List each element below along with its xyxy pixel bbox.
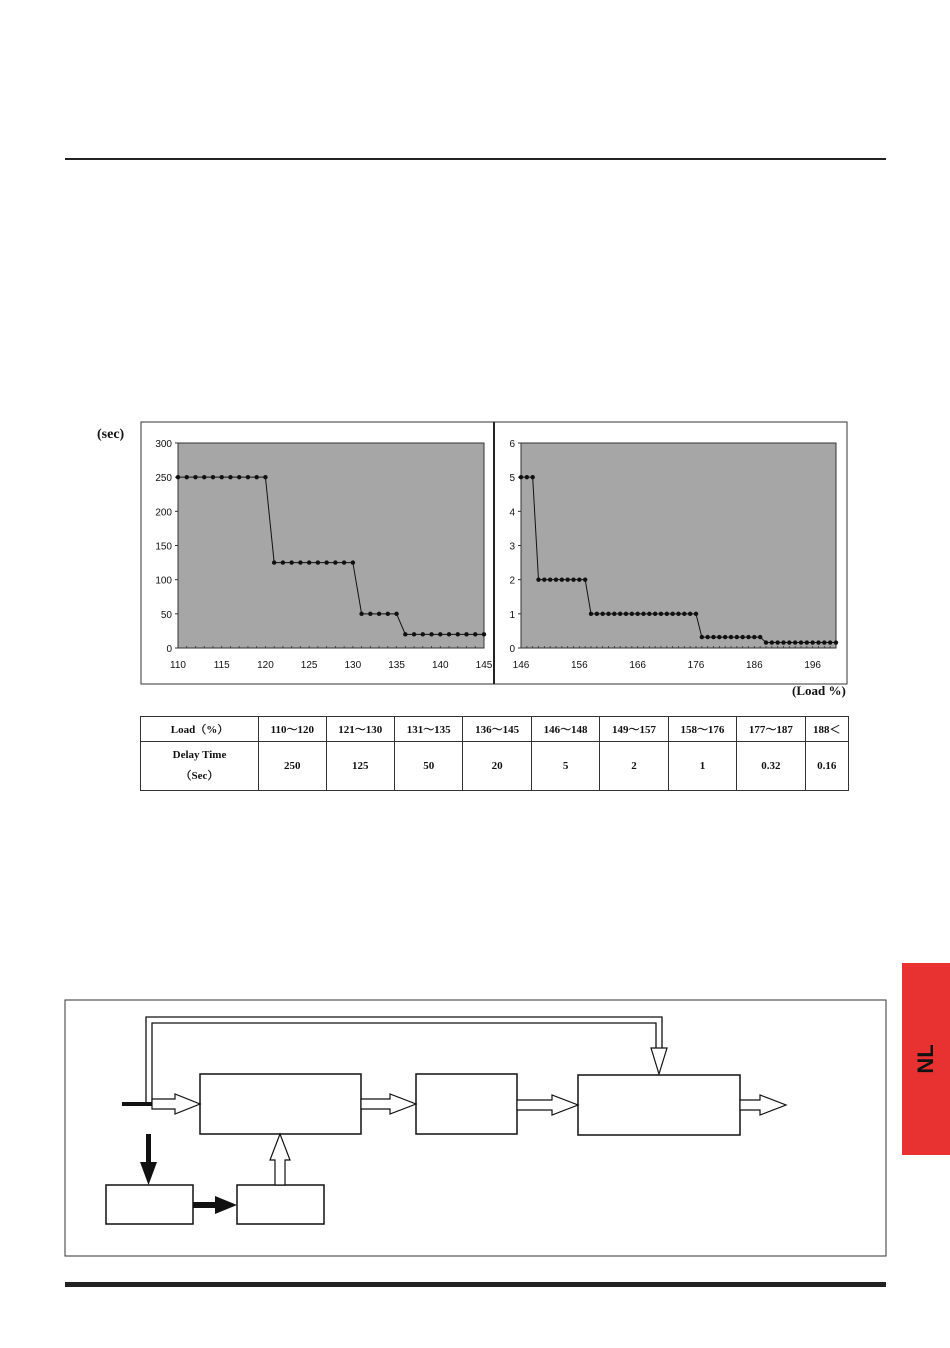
x-tick-label: 125 — [300, 660, 318, 671]
table-header-cell: 110～120 — [259, 717, 327, 742]
x-tick-label: 196 — [804, 660, 822, 671]
solid-arrow-right-shaft — [193, 1202, 217, 1208]
arrow-input-to-main — [152, 1094, 200, 1114]
diagram-box-output — [578, 1075, 740, 1135]
row-label-main: Delay Time — [172, 749, 227, 761]
row-label-unit: （Sec） — [180, 770, 219, 782]
table-header-cell: 149～157 — [600, 717, 668, 742]
table-header-cell: 188＜ — [805, 717, 848, 742]
x-axis-unit-label: (Load %) — [792, 683, 846, 698]
x-tick-label: 115 — [213, 660, 230, 671]
arrow-output — [740, 1095, 786, 1115]
solid-arrow-down-head — [140, 1162, 157, 1185]
x-tick-label: 140 — [431, 660, 449, 671]
y-tick-label: 1 — [509, 609, 515, 621]
y-tick-label: 250 — [155, 473, 172, 485]
table-header-cell: 146～148 — [531, 717, 599, 742]
table-cell: 2 — [600, 742, 668, 791]
table-header-cell: 136～145 — [463, 717, 531, 742]
table-cell: 250 — [259, 742, 327, 791]
y-tick-label: 0 — [166, 644, 172, 655]
diagram-box-lower-right — [237, 1185, 324, 1224]
arrow-middle-to-output — [517, 1095, 578, 1115]
y-tick-label: 0 — [509, 644, 515, 655]
y-tick-label: 50 — [160, 609, 172, 621]
x-tick-label: 176 — [687, 660, 705, 671]
x-tick-label: 110 — [170, 660, 186, 671]
y-tick-label: 2 — [509, 575, 515, 587]
language-tab-label: NL — [913, 1044, 938, 1074]
table-cell: 0.32 — [737, 742, 805, 791]
arrow-lower-to-main — [270, 1134, 290, 1185]
solid-arrow-down-shaft — [146, 1134, 151, 1164]
y-tick-label: 3 — [509, 541, 515, 553]
arrow-main-to-middle — [361, 1094, 416, 1114]
diagram-box-middle — [416, 1074, 517, 1134]
x-tick-label: 120 — [257, 660, 274, 671]
diagram-box-lower-left — [106, 1185, 193, 1224]
x-tick-label: 146 — [512, 660, 530, 671]
table-header-cell: 121～130 — [326, 717, 394, 742]
table-header-cell: 177～187 — [737, 717, 805, 742]
y-tick-label: 150 — [155, 541, 172, 553]
x-tick-label: 145 — [475, 660, 493, 671]
y-tick-label: 5 — [509, 473, 515, 485]
bottom-rule — [65, 1282, 886, 1287]
table-cell: 125 — [326, 742, 394, 791]
table-cell: 5 — [531, 742, 599, 791]
y-tick-label: 4 — [509, 507, 515, 519]
bypass-arrow-head — [651, 1048, 667, 1074]
y-tick-label: 300 — [155, 439, 172, 450]
y-tick-label: 200 — [155, 507, 172, 519]
solid-arrow-right-head — [215, 1196, 237, 1214]
table-cell: 20 — [463, 742, 531, 791]
x-tick-label: 156 — [570, 660, 588, 671]
table-header-cell: 158～176 — [668, 717, 736, 742]
table-cell: 1 — [668, 742, 736, 791]
y-axis-unit-label: (sec) — [97, 427, 125, 442]
x-tick-label: 130 — [344, 660, 362, 671]
x-tick-label: 135 — [388, 660, 405, 671]
table-header-cell: Load（%） — [141, 717, 259, 742]
x-tick-label: 166 — [629, 660, 647, 671]
diagram-box-main — [200, 1074, 361, 1134]
x-tick-label: 186 — [745, 660, 763, 671]
y-tick-label: 6 — [509, 439, 515, 450]
language-tab[interactable] — [902, 963, 950, 1155]
table-cell: 50 — [394, 742, 462, 791]
table-cell: 0.16 — [805, 742, 848, 791]
table-header-cell: 131～135 — [394, 717, 462, 742]
y-tick-label: 100 — [155, 575, 172, 587]
